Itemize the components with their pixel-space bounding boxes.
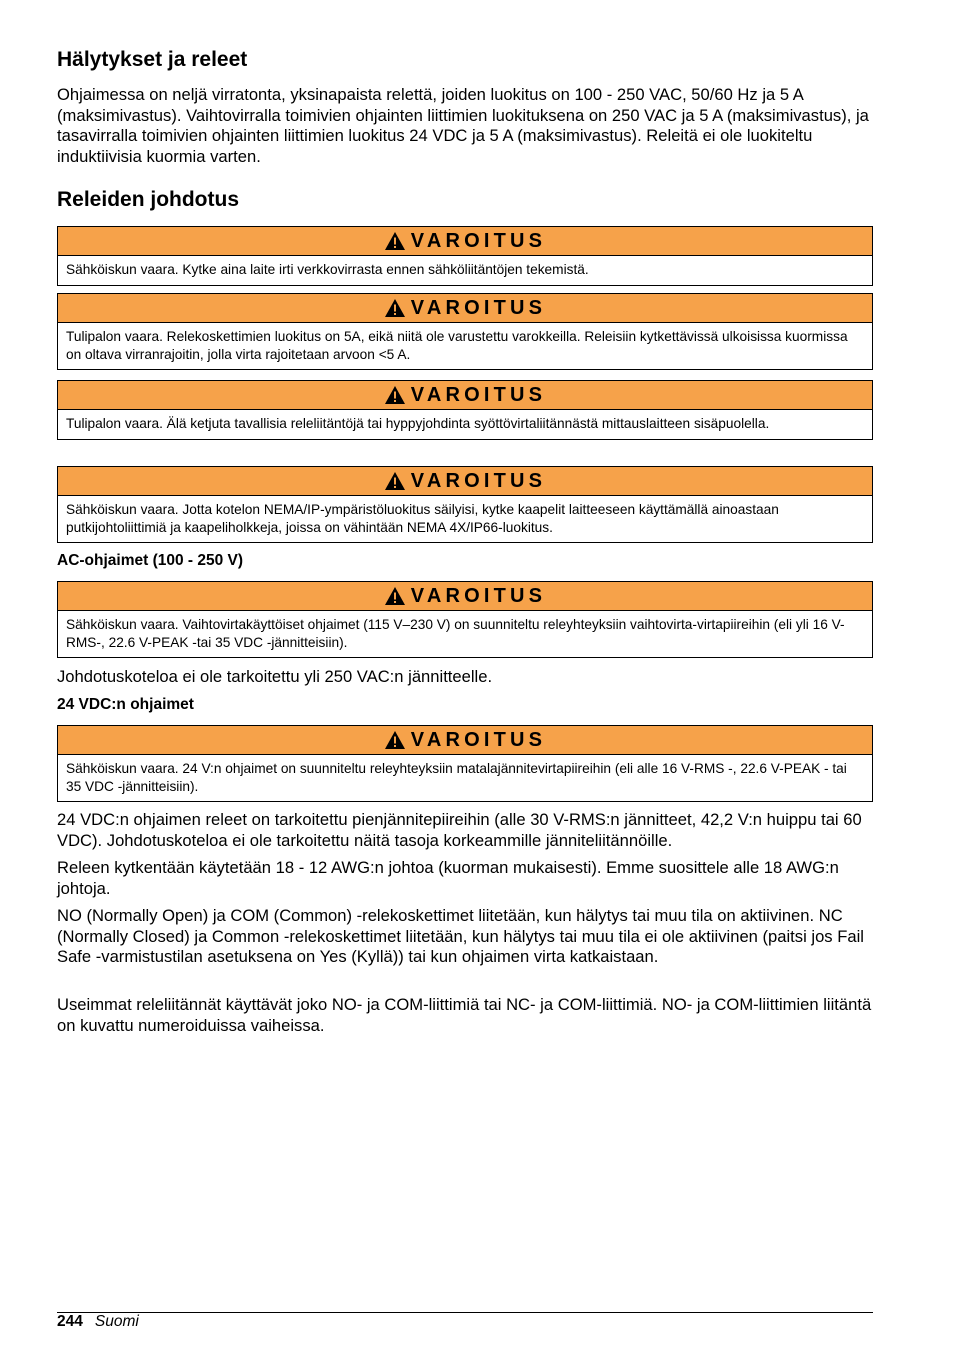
warning-header	[58, 582, 872, 611]
warning-header	[58, 294, 872, 323]
warning-triangle-icon	[384, 298, 406, 318]
heading-wiring: Releiden johdotus	[57, 188, 240, 211]
warning-text: Tulipalon vaara. Relekoskettimien luokitus on 5A, eikä niitä ole varustettu varokkeilla. Releisiin kytkettävissä ulkoisissa kuormissa on oltava virranrajoitin, jolla virta rajoitetaan arvoon <5 A.	[66, 329, 848, 362]
warning-header	[58, 467, 872, 496]
intro-paragraph: Ohjaimessa on neljä virratonta, yksinapaista relettä, joiden luokitus on 100 - 250 VAC, 50/60 Hz ja 5 A (maksimivastus). Vaihtovirralla toimivien ohjainten liittimien luokituksena on 250 VAC ja 5 A (maksimivastus), ja tasavirralla toimivien ohjainten liittimien luokitus 24 VDC ja 5 A (maksimivastus). Releitä ei ole luokiteltu induktiivisia kuormia varten.	[57, 85, 869, 166]
heading-ac-controllers: AC-ohjaimet (100 - 250 V)	[57, 552, 244, 569]
warning-title: VAROITUS	[410, 729, 547, 751]
page-number: 244	[57, 1313, 83, 1330]
warning-box	[57, 226, 873, 286]
heading-dc-controllers: 24 VDC:n ohjaimet	[57, 696, 194, 713]
paragraph: Useimmat releliitännät käyttävät joko NO- ja COM-liittimiä tai NC- ja COM-liittimiä. NO- ja COM-liittimien liitäntä on kuvattu numeroiduissa vaiheissa.	[57, 995, 872, 1035]
warning-triangle-icon	[384, 586, 406, 606]
warning-text: Sähköiskun vaara. Vaihtovirtakäyttöiset ohjaimet (115 V–230 V) on suunniteltu releyhteyksiin vaihtovirta-virtapiireihin (eli yli 16 V-RMS-, 22.6 V-PEAK -tai 35 VDC -jännitteisiin).	[66, 617, 845, 650]
page-footer	[57, 1313, 139, 1331]
warning-header	[58, 726, 872, 755]
warning-box	[57, 581, 873, 658]
warning-title: VAROITUS	[410, 585, 547, 607]
footer-language: Suomi	[94, 1313, 139, 1330]
warning-box	[57, 725, 873, 802]
ac-note: Johdotuskoteloa ei ole tarkoitettu yli 250 VAC:n jännitteelle.	[57, 667, 493, 686]
warning-header	[58, 381, 872, 410]
warning-title: VAROITUS	[410, 297, 547, 319]
warning-header	[58, 227, 872, 256]
warning-text: Sähköiskun vaara. 24 V:n ohjaimet on suunniteltu releyhteyksiin matalajännitevirtapiireihin (eli alle 16 V-RMS -, 22.6 V-PEAK - tai 35 VDC -jännitteisiin).	[66, 761, 847, 794]
warning-triangle-icon	[384, 385, 406, 405]
warning-title: VAROITUS	[410, 230, 547, 252]
warning-triangle-icon	[384, 730, 406, 750]
warning-box	[57, 380, 873, 440]
paragraph: Releen kytkentään käytetään 18 - 12 AWG:n johtoa (kuorman mukaisesti). Emme suosittele alle 18 AWG:n johtoja.	[57, 858, 839, 898]
paragraph: NO (Normally Open) ja COM (Common) -relekoskettimet liitetään, kun hälytys tai muu tila on aktiivinen. NC (Normally Closed) ja Common -relekoskettimet liitetään, kun hälytys tai muu tila ei ole aktiivinen (paitsi jos Fail Safe -varmistustilan asetuksena on Yes (Kyllä)) tai kun ohjaimen virta katkaistaan.	[57, 906, 864, 966]
warning-title: VAROITUS	[410, 384, 547, 406]
warning-text: Tulipalon vaara. Älä ketjuta tavallisia releliitäntöjä tai hyppyjohdinta syöttövirtaliitännästä mittauslaitteen sisäpuolella.	[66, 416, 770, 431]
warning-text: Sähköiskun vaara. Jotta kotelon NEMA/IP-ympäristöluokitus säilyisi, kytke kaapelit laitteeseen käyttämällä ainoastaan putkijohtoliittimiä ja kaapeliholkkeja, joissa on vähintään NEMA 4X/IP66-luokitus.	[66, 502, 779, 535]
warning-text: Sähköiskun vaara. Kytke aina laite irti verkkovirrasta ennen sähköliitäntöjen tekemistä.	[66, 262, 589, 277]
heading-alarms: Hälytykset ja releet	[57, 48, 248, 71]
warning-box	[57, 466, 873, 543]
warning-triangle-icon	[384, 231, 406, 251]
warning-box	[57, 293, 873, 370]
warning-title: VAROITUS	[410, 470, 547, 492]
footer-divider	[57, 1312, 873, 1313]
warning-triangle-icon	[384, 471, 406, 491]
paragraph: 24 VDC:n ohjaimen releet on tarkoitettu pienjännitepiireihin (alle 30 V-RMS:n jännitteet, 42,2 V:n huippu tai 60 VDC). Johdotuskoteloa ei ole tarkoitettu näitä tasoja korkeammille jänniteliitännöille.	[57, 810, 862, 850]
